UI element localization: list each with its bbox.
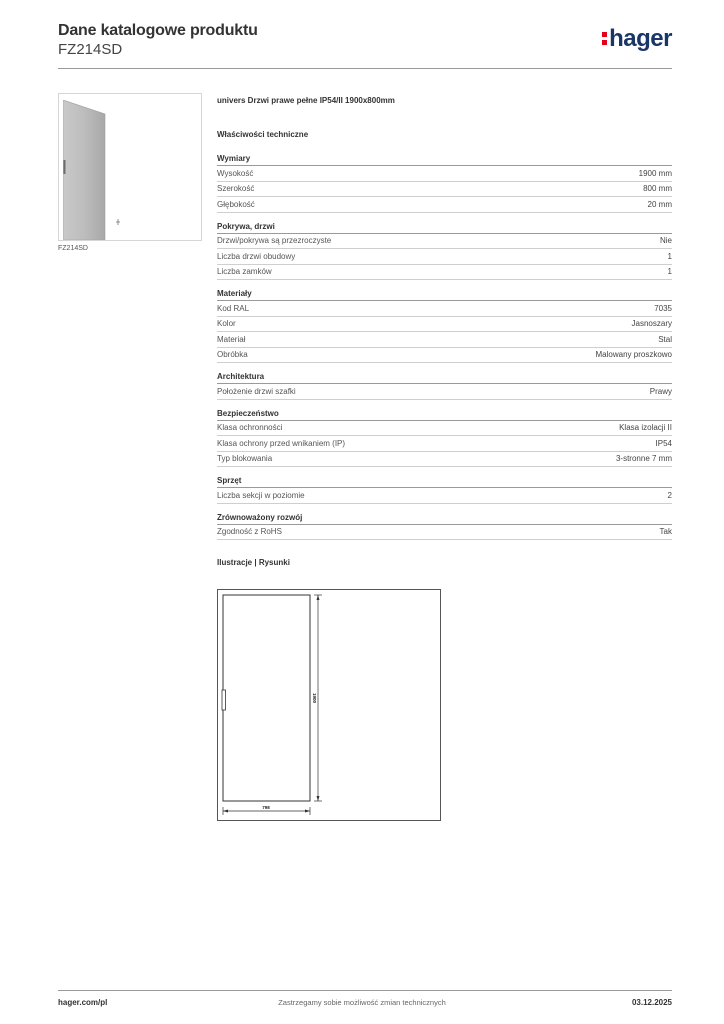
spec-row xyxy=(217,182,672,198)
properties-heading: Właściwości techniczne xyxy=(217,130,309,139)
spec-value: Jasnoszary xyxy=(631,319,672,329)
spec-value: 2 xyxy=(667,490,672,500)
footer-date: 03.12.2025 xyxy=(631,998,672,1007)
spec-value: Prawy xyxy=(649,386,672,396)
spec-label: Liczba sekcji w poziomie xyxy=(217,490,305,500)
spec-value: 3-stronne 7 mm xyxy=(615,454,672,464)
spec-value: 1 xyxy=(667,267,672,277)
section-architektura xyxy=(217,372,672,400)
spec-label: Położenie drzwi szafki xyxy=(217,386,296,396)
spec-label: Wysokość xyxy=(217,168,254,178)
spec-label: Drzwi/pokrywa są przezroczyste xyxy=(217,236,332,246)
section-title: Sprzęt xyxy=(217,476,672,488)
section-zrownowazony-rozwoj xyxy=(217,513,672,541)
spec-row xyxy=(217,197,672,213)
logo-text: hager xyxy=(609,25,672,52)
spec-value: Tak xyxy=(659,527,672,537)
spec-label: Zgodność z RoHS xyxy=(217,527,282,537)
spec-row xyxy=(217,166,672,182)
spec-label: Liczba drzwi obudowy xyxy=(217,251,296,261)
spec-value: Klasa izolacji II xyxy=(619,423,672,433)
spec-value: 800 mm xyxy=(643,184,672,194)
section-title: Pokrywa, drzwi xyxy=(217,222,672,234)
spec-value: 7035 xyxy=(654,303,672,313)
technical-drawing xyxy=(217,589,441,821)
spec-label: Materiał xyxy=(217,334,246,344)
spec-value: Stal xyxy=(658,334,672,344)
footer-website-link[interactable]: hager.com/pl xyxy=(58,998,108,1007)
spec-value: 1900 mm xyxy=(638,168,672,178)
spec-row xyxy=(217,452,672,468)
section-pokrywa-drzwi xyxy=(217,222,672,281)
spec-value: Nie xyxy=(659,236,672,246)
section-title: Bezpieczeństwo xyxy=(217,409,672,421)
spec-label: Typ blokowania xyxy=(217,454,273,464)
spec-row xyxy=(217,436,672,452)
spec-column xyxy=(217,96,672,567)
spec-value: IP54 xyxy=(655,438,672,448)
hager-logo[interactable] xyxy=(602,27,672,51)
spec-row xyxy=(217,265,672,281)
spec-label: Głębokość xyxy=(217,199,255,209)
spec-label: Obróbka xyxy=(217,350,248,360)
height-dimension-label: 1900 xyxy=(312,692,317,704)
section-bezpieczenstwo xyxy=(217,409,672,468)
spec-label: Klasa ochronności xyxy=(217,423,283,433)
spec-label: Kod RAL xyxy=(217,303,250,313)
spec-value: 1 xyxy=(667,251,672,261)
spec-row xyxy=(217,488,672,504)
section-title: Materiały xyxy=(217,289,672,301)
footer-notice: Zastrzegamy sobie możliwość zmian technicznych xyxy=(278,998,446,1007)
spec-label: Liczba zamków xyxy=(217,267,272,277)
spec-label: Szerokość xyxy=(217,184,255,194)
header-divider xyxy=(58,68,672,69)
section-title: Architektura xyxy=(217,372,672,384)
footer-divider xyxy=(58,990,672,991)
spec-row xyxy=(217,234,672,250)
spec-row xyxy=(217,249,672,265)
spec-row xyxy=(217,384,672,400)
spec-row xyxy=(217,301,672,317)
spec-label: Klasa ochrony przed wnikaniem (IP) xyxy=(217,438,346,448)
spec-row xyxy=(217,348,672,364)
spec-row xyxy=(217,421,672,437)
spec-value: Malowany proszkowo xyxy=(595,350,672,360)
illustrations-title: Ilustracje | Rysunki xyxy=(217,558,290,567)
door-drawing-icon xyxy=(218,590,440,820)
section-sprzet xyxy=(217,476,672,504)
section-title: Zrównoważony rozwój xyxy=(217,513,672,525)
section-title: Wymiary xyxy=(217,154,672,166)
logo-mark-icon xyxy=(602,32,607,45)
product-image xyxy=(58,93,202,241)
image-caption: FZ214SD xyxy=(58,245,88,252)
spec-row xyxy=(217,525,672,541)
door-photo-icon xyxy=(63,100,125,240)
product-name: univers Drzwi prawe pełne IP54/II 1900x800mm xyxy=(217,96,395,105)
page-title: Dane katalogowe produktu xyxy=(58,22,258,39)
spec-label: Kolor xyxy=(217,319,236,329)
spec-row xyxy=(217,332,672,348)
section-wymiary xyxy=(217,154,672,213)
width-dimension-label: 798 xyxy=(262,805,270,810)
spec-value: 20 mm xyxy=(647,199,672,209)
spec-row xyxy=(217,317,672,333)
product-code: FZ214SD xyxy=(58,41,123,58)
section-materialy xyxy=(217,289,672,363)
